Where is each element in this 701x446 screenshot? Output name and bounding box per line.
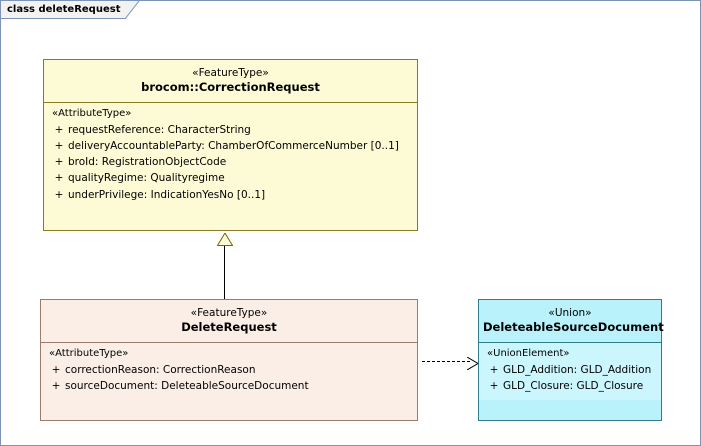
generalization-line <box>224 243 225 299</box>
attribute-text: sourceDocument: DeleteableSourceDocument <box>65 379 309 392</box>
attribute-row <box>481 378 659 394</box>
tab-slant-decoration <box>125 1 143 19</box>
attribute-text: underPrivilege: IndicationYesNo [0..1] <box>68 188 266 201</box>
class-stereotype: «FeatureType» <box>192 67 269 79</box>
attribute-row <box>481 362 659 378</box>
attribute-visibility: + <box>54 156 64 169</box>
dependency-line <box>422 361 470 363</box>
attribute-visibility: + <box>51 363 61 376</box>
attribute-row <box>46 170 415 186</box>
attribute-section-label: «AttributeType» <box>49 347 129 359</box>
attribute-visibility: + <box>51 379 61 392</box>
attribute-visibility: + <box>54 188 64 201</box>
class-attributes-correction-request <box>44 103 417 209</box>
attribute-visibility: + <box>489 379 499 392</box>
attribute-row <box>43 378 415 394</box>
attribute-text: requestReference: CharacterString <box>68 123 251 136</box>
attribute-text: broId: RegistrationObjectCode <box>68 156 227 169</box>
attribute-text: correctionReason: CorrectionReason <box>65 363 256 376</box>
attribute-row <box>46 154 415 170</box>
class-name: brocom::CorrectionRequest <box>141 80 320 95</box>
class-attributes-delete-request <box>41 343 417 401</box>
class-stereotype: «FeatureType» <box>190 307 268 319</box>
attribute-row <box>43 362 415 378</box>
diagram-title: class deleteRequest <box>7 4 121 15</box>
attribute-text: GLD_Addition: GLD_Addition <box>503 363 652 376</box>
attribute-section-label: «UnionElement» <box>487 347 570 359</box>
class-stereotype: «Union» <box>548 307 592 319</box>
generalization-arrow-svg <box>217 233 233 246</box>
class-attributes-deleteable-source-document <box>479 343 661 401</box>
class-box-deleteable-source-document[interactable] <box>478 299 662 421</box>
attribute-visibility: + <box>54 139 64 152</box>
class-box-correction-request[interactable] <box>43 59 418 231</box>
diagram-title-tab <box>1 1 143 19</box>
class-name: DeleteRequest <box>181 320 277 335</box>
attribute-visibility: + <box>54 172 64 185</box>
dependency-arrowhead <box>467 355 477 368</box>
attribute-section-label: «AttributeType» <box>52 107 132 119</box>
tab-slant-svg <box>125 1 143 19</box>
generalization-arrowhead <box>217 231 233 243</box>
class-header-deleteable-source-document <box>479 300 664 342</box>
attribute-text: qualityRegime: Qualityregime <box>68 172 225 185</box>
class-box-delete-request[interactable] <box>40 299 418 421</box>
class-name: DeleteableSourceDocument <box>483 320 664 335</box>
attribute-row <box>46 122 415 138</box>
class-header-delete-request <box>41 300 417 342</box>
attribute-visibility: + <box>54 123 64 136</box>
attribute-text: GLD_Closure: GLD_Closure <box>503 379 644 392</box>
attribute-text: deliveryAccountableParty: ChamberOfCommerceNumber [0..1] <box>68 139 399 152</box>
attribute-visibility: + <box>489 363 499 376</box>
attribute-row <box>46 138 415 154</box>
attribute-row <box>46 187 415 203</box>
class-header-correction-request <box>44 60 417 102</box>
